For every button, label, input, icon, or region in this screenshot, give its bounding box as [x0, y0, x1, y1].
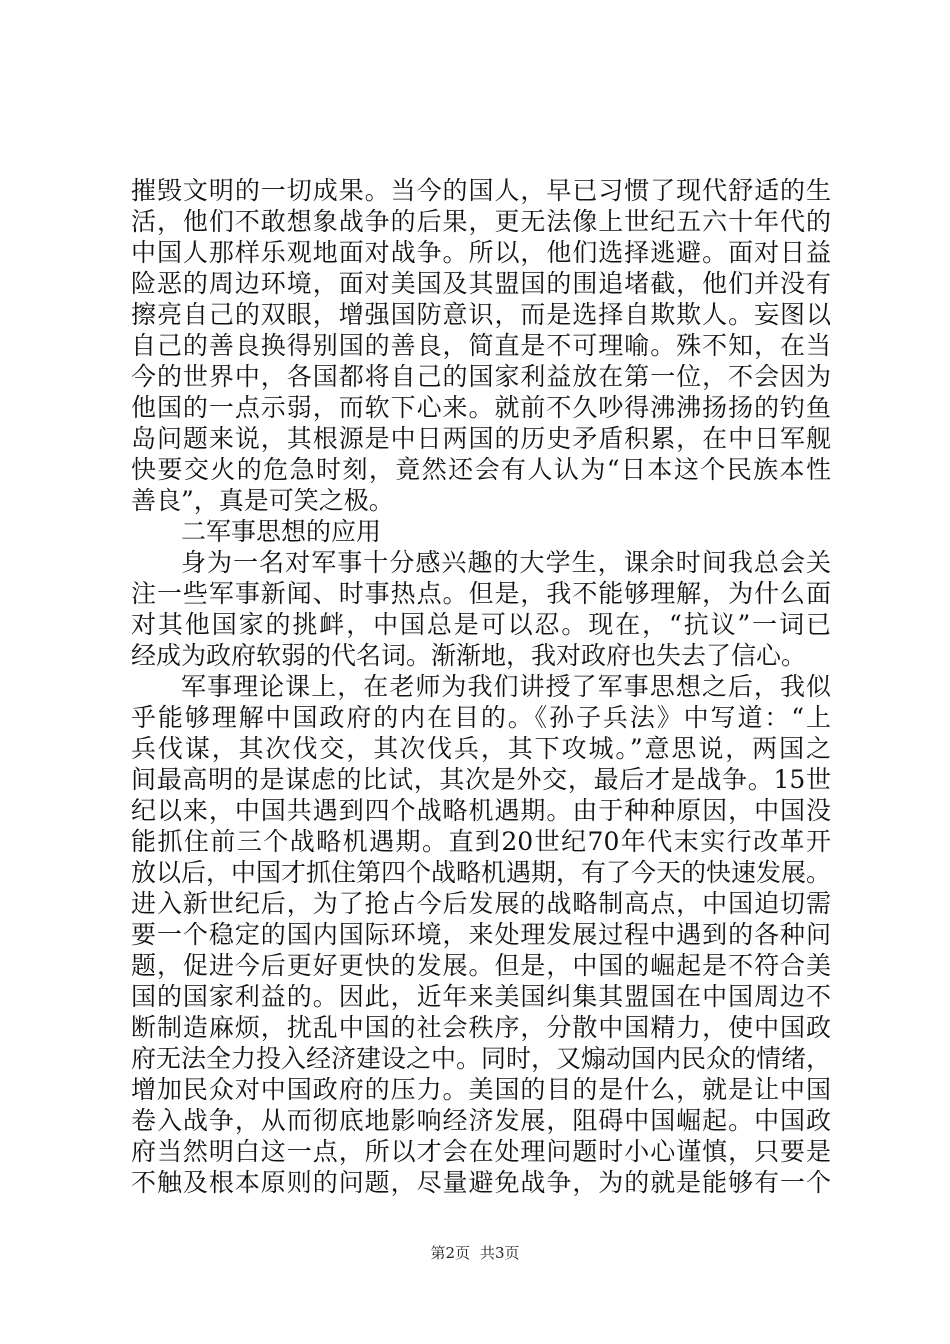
- text-line: 进入新世纪后，为了抢占今后发展的战略制高点，中国迫切需: [131, 889, 831, 918]
- document-body: [131, 175, 831, 1198]
- text-line: 注一些军事新闻、时事热点。但是，我不能够理解，为什么面: [131, 579, 831, 608]
- text-line: 能抓住前三个战略机遇期。直到20世纪70年代末实行改革开: [131, 827, 831, 856]
- text-line: 间最高明的是谋虑的比试，其次是外交，最后才是战争。15世: [131, 765, 831, 794]
- text-line: 中国人那样乐观地面对战争。所以，他们选择逃避。面对日益: [131, 238, 831, 267]
- text-line: 题，促进今后更好更快的发展。但是，中国的崛起是不符合美: [131, 951, 831, 980]
- text-line: 乎能够理解中国政府的内在目的。《孙子兵法》中写道：“上: [131, 703, 831, 732]
- text-line: 放以后，中国才抓住第四个战略机遇期，有了今天的快速发展。: [131, 858, 832, 887]
- text-line: 断制造麻烦，扰乱中国的社会秩序，分散中国精力，使中国政: [131, 1013, 831, 1042]
- text-line: 自己的善良换得别国的善良，简直是不可理喻。殊不知，在当: [131, 331, 831, 360]
- text-line: 增加民众对中国政府的压力。美国的目的是什么，就是让中国: [131, 1075, 831, 1104]
- text-line: 经成为政府软弱的代名词。渐渐地，我对政府也失去了信心。: [131, 641, 807, 670]
- text-line: 国的国家利益的。因此，近年来美国纠集其盟国在中国周边不: [131, 982, 831, 1011]
- section-heading: 二军事思想的应用: [181, 517, 382, 546]
- text-line: 活，他们不敢想象战争的后果，更无法像上世纪五六十年代的: [131, 207, 831, 236]
- page-number: 第2页: [430, 1244, 470, 1262]
- page-total: 共3页: [480, 1244, 520, 1262]
- text-line: 今的世界中，各国都将自己的国家利益放在第一位，不会因为: [131, 362, 831, 391]
- text-line: 身为一名对军事十分感兴趣的大学生，课余时间我总会关: [181, 548, 831, 577]
- text-line: 险恶的周边环境，面对美国及其盟国的围追堵截，他们并没有: [131, 269, 831, 298]
- text-line: 军事理论课上，在老师为我们讲授了军事思想之后，我似: [181, 672, 831, 701]
- text-line: 不触及根本原则的问题，尽量避免战争，为的就是能够有一个: [131, 1168, 831, 1197]
- text-line: 摧毁文明的一切成果。当今的国人，早已习惯了现代舒适的生: [131, 176, 831, 205]
- text-line: 对其他国家的挑衅，中国总是可以忍。现在，“抗议”一词已: [131, 610, 831, 639]
- text-line: 府当然明白这一点，所以才会在处理问题时小心谨慎，只要是: [131, 1137, 831, 1166]
- text-line: 他国的一点示弱，而软下心来。就前不久吵得沸沸扬扬的钓鱼: [131, 393, 831, 422]
- text-line: 快要交火的危急时刻，竟然还会有人认为“日本这个民族本性: [131, 455, 831, 484]
- text-line: 要一个稳定的国内国际环境，来处理发展过程中遇到的各种问: [131, 920, 831, 949]
- text-line: 府无法全力投入经济建设之中。同时，又煽动国内民众的情绪，: [131, 1044, 832, 1073]
- page-footer: [0, 1243, 950, 1263]
- text-line: 纪以来，中国共遇到四个战略机遇期。由于种种原因，中国没: [131, 796, 831, 825]
- text-line: 兵伐谋，其次伐交，其次伐兵，其下攻城。”意思说，两国之: [131, 734, 831, 763]
- text-line: 擦亮自己的双眼，增强国防意识，而是选择自欺欺人。妄图以: [131, 300, 831, 329]
- text-line: 卷入战争，从而彻底地影响经济发展，阻碍中国崛起。中国政: [131, 1106, 831, 1135]
- text-line: 善良”，真是可笑之极。: [131, 486, 394, 515]
- text-line: 岛问题来说，其根源是中日两国的历史矛盾积累，在中日军舰: [131, 424, 831, 453]
